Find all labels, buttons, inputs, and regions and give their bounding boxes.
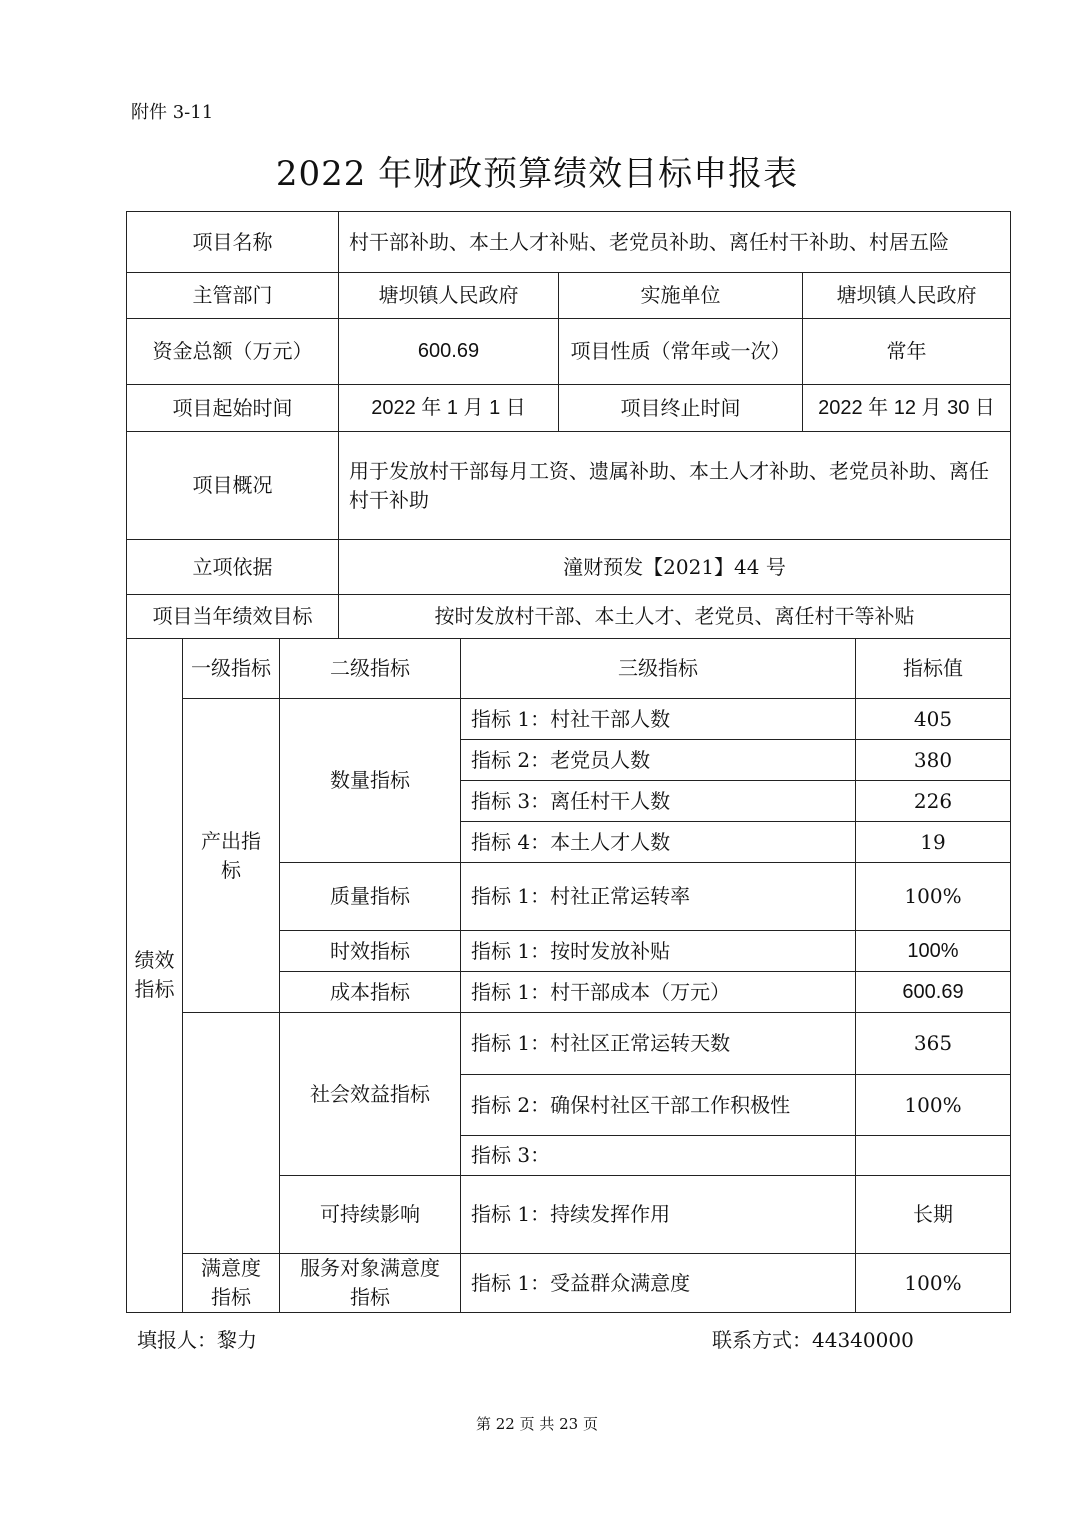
indicator-name: 指标 1：持续发挥作用 (461, 1176, 856, 1254)
effect-indicator-cell (183, 1013, 280, 1254)
sustainability-label: 可持续影响 (280, 1176, 461, 1254)
indicator-name: 指标 1：按时发放补贴 (461, 931, 856, 972)
impl-value: 塘坝镇人民政府 (803, 273, 1011, 319)
timeliness-indicator-label: 时效指标 (280, 931, 461, 972)
indicator-value: 380 (856, 740, 1011, 781)
goal-value: 按时发放村干部、本土人才、老党员、离任村干等补贴 (339, 595, 1011, 639)
attachment-label: 附件 3-11 (131, 102, 214, 123)
indicator-name: 指标 3： (461, 1136, 856, 1176)
filler-name: 填报人：黎力 (137, 1328, 257, 1352)
dept-label: 主管部门 (127, 273, 339, 319)
performance-indicator-table (126, 638, 1011, 1313)
basis-label: 立项依据 (127, 540, 339, 595)
quantity-indicator-label: 数量指标 (280, 699, 461, 863)
dept-value: 塘坝镇人民政府 (339, 273, 559, 319)
output-indicator-label: 产出指标 (183, 699, 280, 1013)
header-level2: 二级指标 (280, 639, 461, 699)
impl-label: 实施单位 (559, 273, 803, 319)
project-name-value: 村干部补助、本土人才补贴、老党员补助、离任村干补助、村居五险 (339, 212, 1011, 273)
overview-label: 项目概况 (127, 432, 339, 540)
satisfaction-indicator-label: 满意度指标 (183, 1254, 280, 1313)
indicator-value (856, 1136, 1011, 1176)
indicator-name: 指标 1：村社区正常运转天数 (461, 1013, 856, 1075)
indicator-value: 365 (856, 1013, 1011, 1075)
goal-label: 项目当年绩效目标 (127, 595, 339, 639)
header-value: 指标值 (856, 639, 1011, 699)
quality-indicator-label: 质量指标 (280, 863, 461, 931)
indicator-name: 指标 1：受益群众满意度 (461, 1254, 856, 1313)
fund-value: 600.69 (339, 319, 559, 385)
header-level1: 一级指标 (183, 639, 280, 699)
cost-indicator-label: 成本指标 (280, 972, 461, 1013)
indicator-name: 指标 1：村社干部人数 (461, 699, 856, 740)
indicator-value: 19 (856, 822, 1011, 863)
project-name-label: 项目名称 (127, 212, 339, 273)
page-title: 2022 年财政预算绩效目标申报表 (275, 154, 799, 194)
project-info-table (126, 211, 1011, 639)
overview-value: 用于发放村干部每月工资、遗属补助、本土人才补助、老党员补助、离任村干补助 (339, 432, 1011, 540)
indicator-name: 指标 4：本土人才人数 (461, 822, 856, 863)
contact-info: 联系方式：44340000 (712, 1328, 914, 1352)
start-label: 项目起始时间 (127, 385, 339, 432)
perf-outer-label: 绩效指标 (127, 639, 183, 1313)
nature-label: 项目性质（常年或一次） (559, 319, 803, 385)
page-number: 第 22 页 共 23 页 (475, 1415, 598, 1433)
indicator-value: 100% (856, 1075, 1011, 1136)
indicator-name: 指标 1：村社正常运转率 (461, 863, 856, 931)
basis-value: 潼财预发【2021】44 号 (339, 540, 1011, 595)
indicator-value: 405 (856, 699, 1011, 740)
start-value: 2022 年 1 月 1 日 (339, 385, 559, 432)
indicator-value: 长期 (856, 1176, 1011, 1254)
end-value: 2022 年 12 月 30 日 (803, 385, 1011, 432)
indicator-value: 100% (856, 863, 1011, 931)
end-label: 项目终止时间 (559, 385, 803, 432)
indicator-name: 指标 3：离任村干人数 (461, 781, 856, 822)
fund-label: 资金总额（万元） (127, 319, 339, 385)
indicator-value: 226 (856, 781, 1011, 822)
indicator-name: 指标 2：老党员人数 (461, 740, 856, 781)
social-benefit-label: 社会效益指标 (280, 1013, 461, 1176)
indicator-value: 600.69 (856, 972, 1011, 1013)
indicator-name: 指标 2：确保村社区干部工作积极性 (461, 1075, 856, 1136)
service-satisfaction-label: 服务对象满意度指标 (280, 1254, 461, 1313)
nature-value: 常年 (803, 319, 1011, 385)
header-level3: 三级指标 (461, 639, 856, 699)
indicator-name: 指标 1：村干部成本（万元） (461, 972, 856, 1013)
indicator-value: 100% (856, 1254, 1011, 1313)
indicator-value: 100% (856, 931, 1011, 972)
